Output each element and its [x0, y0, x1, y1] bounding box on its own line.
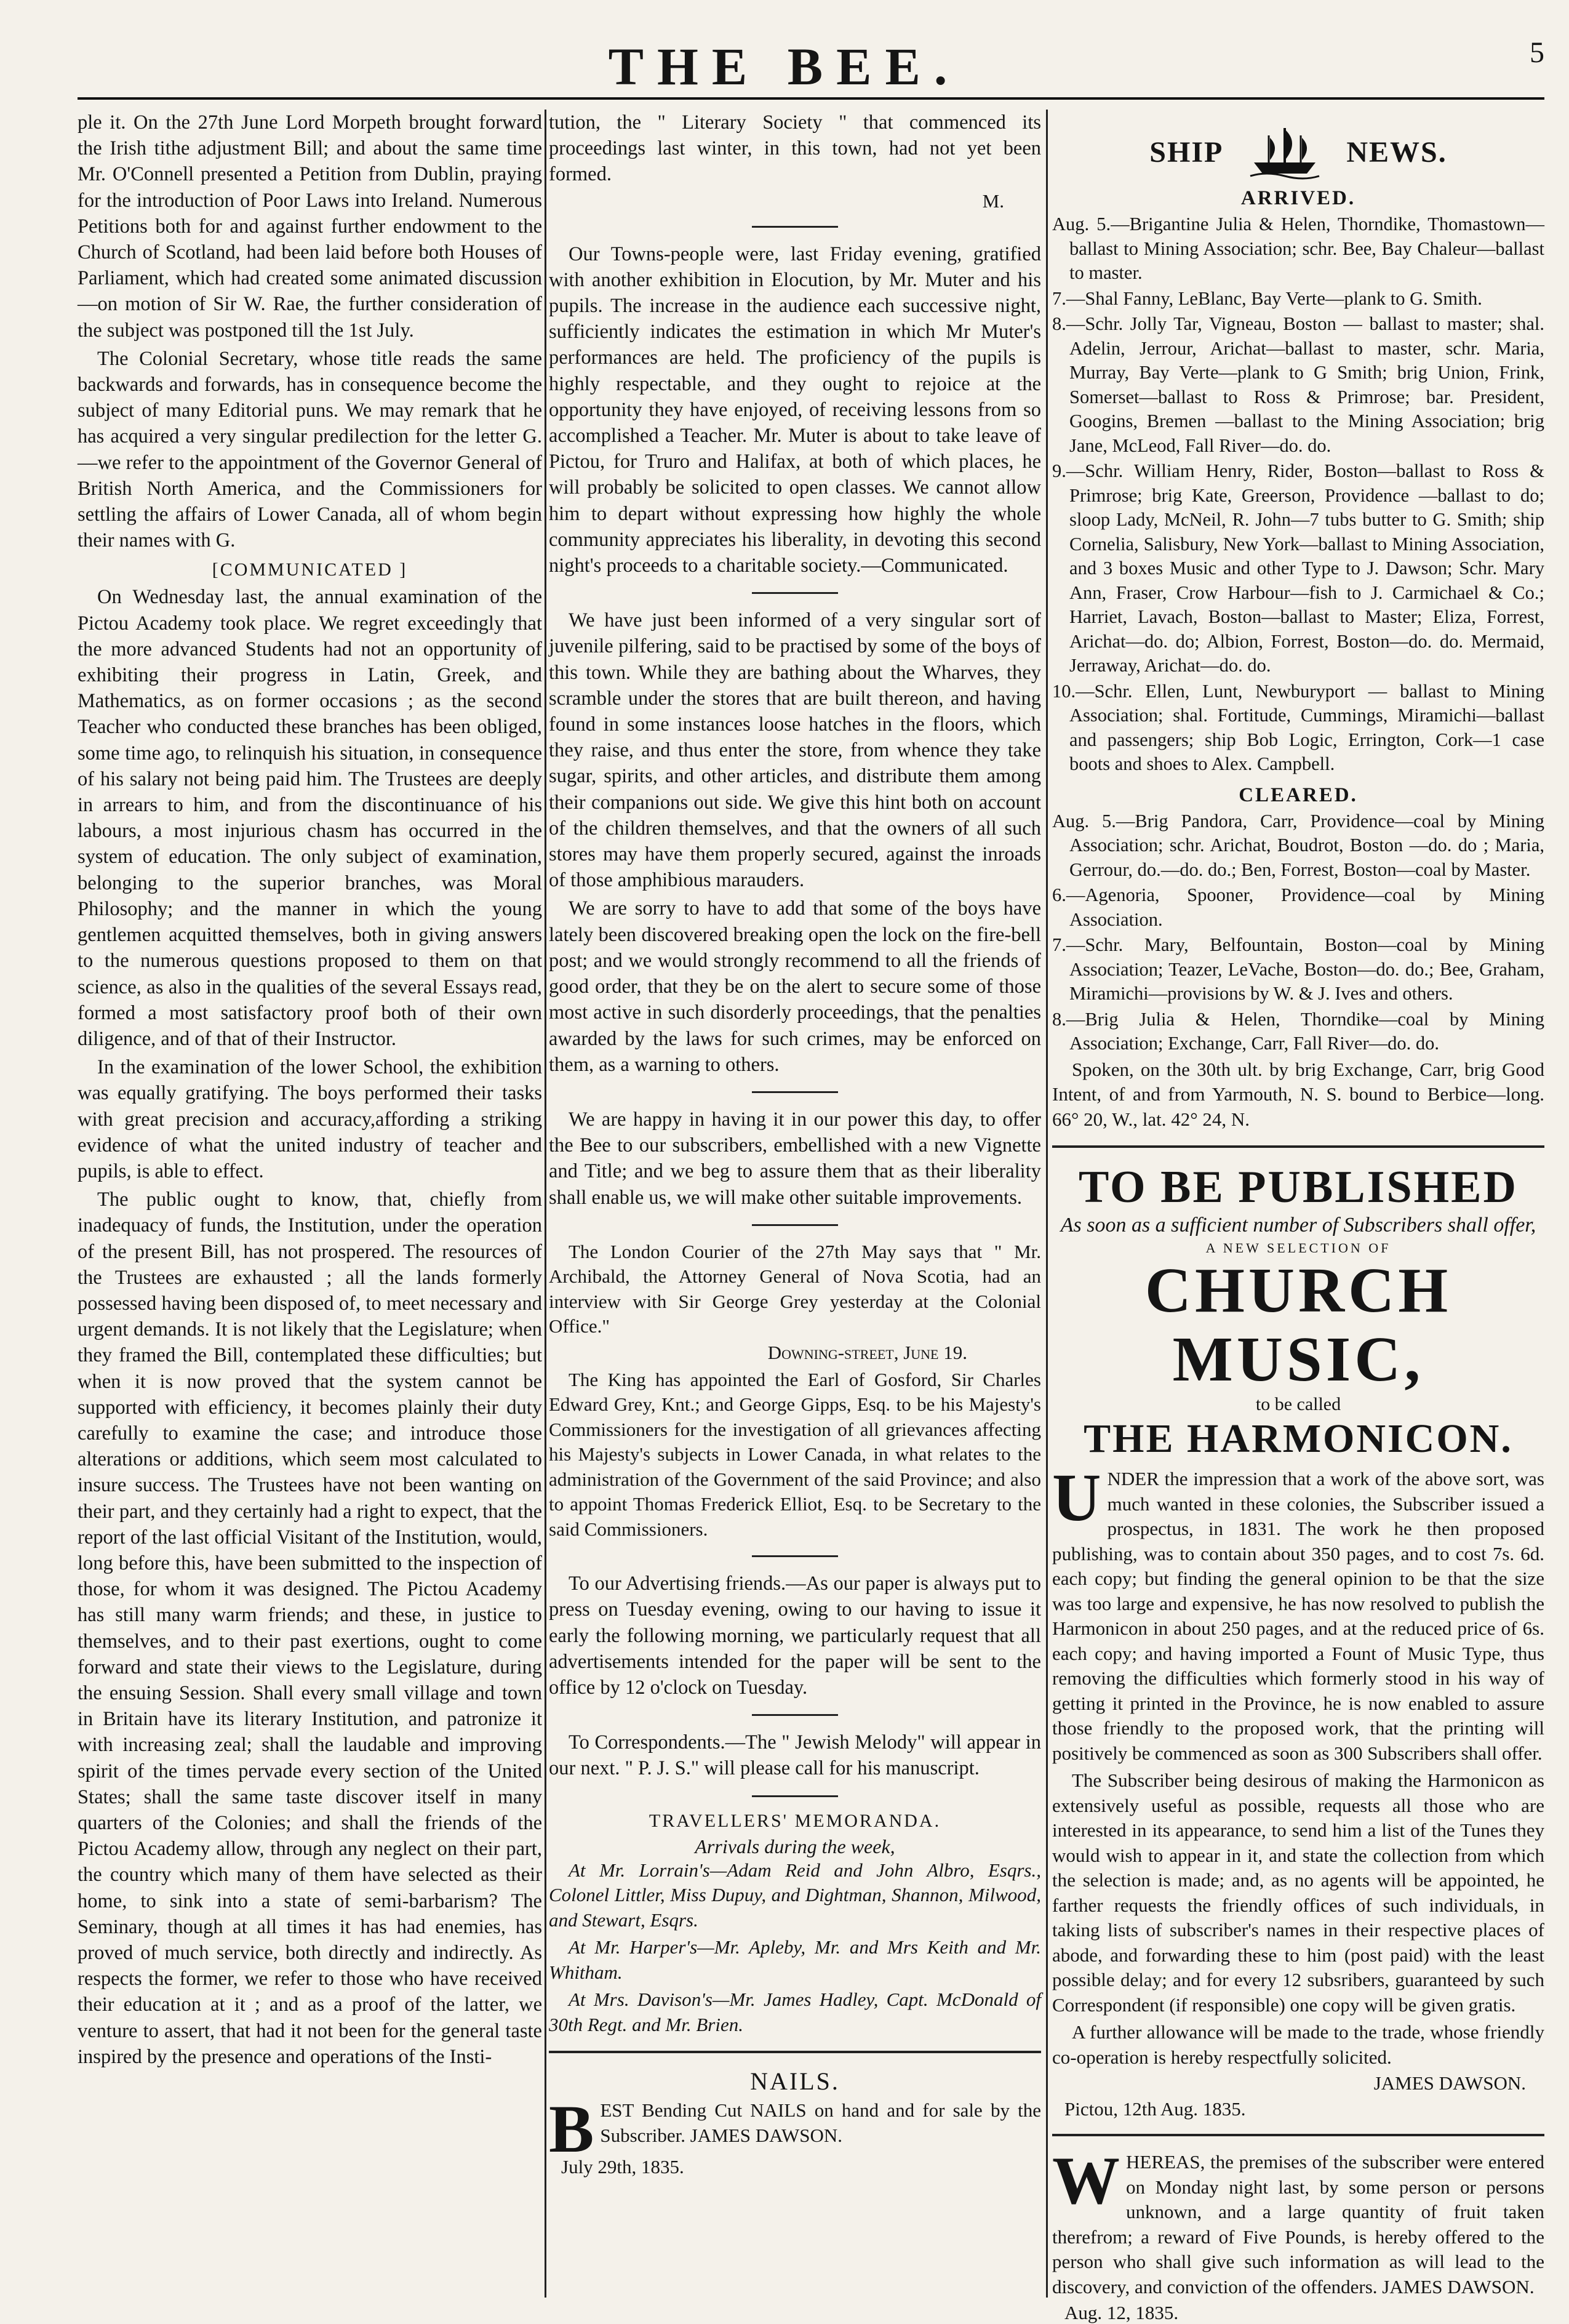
ad-title-published: TO BE PUBLISHED [1079, 1162, 1518, 1212]
article-london-courier: The London Courier of the 27th May says that " Mr. Archibald, the Attorney General of Nova Scotia, had an interview with Sir George Grey yesterday at the Colonial Office." [549, 1240, 1041, 1337]
cleared-entry: Aug. 5.—Brig Pandora, Carr, Providence—coal by Mining Association; schr. Arichat, Boudrot, Boston —do. do ; Maria, Gerrour, do.—do. do.; Ben, Forrest, Boston—coal by Master. [1052, 810, 1544, 880]
separator [752, 1091, 838, 1093]
page-number: 5 [1530, 36, 1544, 69]
cleared-entry: 7.—Schr. Mary, Belfountain, Boston—coal by Mining Association; Teazer, LeVache, Boston—do. do.; Bee, Graham, Miramichi—provisions by W. & J. Ives and others. [1052, 934, 1544, 1004]
cleared-entry: 6.—Agenoria, Spooner, Providence—coal by Mining Association. [1052, 884, 1544, 930]
ship-news-header [1052, 124, 1544, 180]
ad-new-selection: A NEW SELECTION OF [1205, 1240, 1391, 1256]
whereas-date: Aug. 12, 1835. [1064, 2302, 1179, 2323]
article-juvenile-pilfering: We have just been informed of a very singular sort of juvenile pilfering, said to be practised by some of the boys of this town. While they are bathing about the Wharves, they scramble under the stores that are built thereon, and having found in some instances loose hatches in the floors, which they raise, and thus enter the store, from whence they take sugar, spirits, and other articles, and distribute them among their companions out side. We give this hint both on account of the children themselves, and that the owners of all such stores may have them properly secured, against the inroads of those amphibious marauders. [549, 609, 1041, 892]
separator [752, 1224, 838, 1226]
arrived-entry: Aug. 5.—Brigantine Julia & Helen, Thorndike, Thomastown—ballast to Mining Association; schr. Bee, Bay Chaleur—ballast to master. [1052, 214, 1544, 283]
arrived-entry: 7.—Shal Fanny, LeBlanc, Bay Verte—plank to G. Smith. [1052, 287, 1482, 309]
masthead [0, 0, 1569, 96]
arrived-heading: ARRIVED. [1240, 187, 1356, 209]
article-commissioners: The King has appointed the Earl of Gosford, Sir Charles Edward Grey, Knt.; and George Gipps, Esq. to be his Majesty's Commissioners for the investigation of all grievances affecting his Majesty's subjects in Lower Canada, in what relates to the administration of the Government of the said Province; and also to appoint Thomas Frederick Elliot, Esq. to be Secretary to the said Commissioners. [549, 1368, 1041, 1540]
separator [752, 226, 838, 228]
separator-wide [549, 2051, 1041, 2053]
news-label: NEWS. [1346, 135, 1447, 169]
ad-date: Pictou, 12th Aug. 1835. [1064, 2098, 1246, 2120]
separator-wide [1052, 2134, 1544, 2136]
column-2 [549, 110, 1041, 2301]
column-divider-2 [1046, 110, 1048, 2298]
arrivals-lorrain: At Mr. Lorrain's—Adam Reid and John Albro, Esqrs., Colonel Littler, Miss Dupuy, and Dightman, Shannon, Milwood, and Stewart, Esqrs. [549, 1859, 1041, 1931]
separator [752, 592, 838, 594]
column-divider-1 [545, 110, 546, 2298]
article-academy-funds: The public ought to know, that, chiefly from inadequacy of funds, the Institution, under the operation of the present Bill, has not prospered. The resources of the Trustees are exhausted ; all the lands formerly possessed having been disposed of, to meet necessary and urgent demands. It is not likely that the Legislature; when they framed the Bill, contemplated these difficulties; but when it is now proved that the system cannot be supported with efficiency, it becomes plainly their duty carefully to examine the case; and introduce those alterations or additions, which seem most calculated to insure success. The Trustees have not been wanting on their part, and they certainly had a right to expect, that the report of the last official Visitant of the Institution, would, long before this, have been submitted to the inspection of those, for whom it was designed. The Pictou Academy has still many warm friends; and these, in justice to themselves, and to their past exertions, ought to come forward and state their views to the Legislature, during the ensuing Session. Shall every small village and town in Britain have its literary Institution, and patronize it with increasing zeal; shall the laudable and improving spirit of the times pervade every section of the United States; shall the same taste discover itself in many quarters of the Colonies; and shall the friends of the Pictou Academy allow, through any neglect on their part, the country which many of them have selected as their home, to sink into a state of semi-barbarism? The Seminary, though at all times it has had enemies, has proved of much service, both directly and indirectly. As respects the former, we refer to those who have received their education at it ; and as a proof of the latter, we venture to assert, that had it not been for the general taste inspired by the presence and operations of the Insti- [78, 1188, 542, 2068]
ad-paragraph-3: A further allowance will be made to the trade, whose friendly co-operation is hereby respectfully solicited. [1052, 2021, 1544, 2068]
article-lower-school: In the examination of the lower School, the exhibition was equally gratifying. The boys performed their tasks with great precision and accuracy,affording a striking evidence of what the united industry of teacher and pupils, is able to effect. [78, 1056, 542, 1182]
ad-paragraph-2: The Subscriber being desirous of making the Harmonicon as extensively useful as possible, requests all those who are interested in its appearance, to send him a list of the Tunes they would wish to appear in it, and state the collection from which the selection is made; and, as no agents will be appointed, he farther requests the friendly offices of such individuals, in taking lists of subscriber's names in their respective places of abode, and forwarding these to him (post paid) with the least possible delay; and for every 12 subsribers, guaranteed by such Correspondent (if responsible) one copy will be given gratis. [1052, 1769, 1544, 2016]
ad-dropcap: U [1052, 1460, 1101, 1535]
arrived-entry: 9.—Schr. William Henry, Rider, Boston—ballast to Ross & Primrose; brig Kate, Greerson, Providence —ballast to do; sloop Lady, McNeil, R. John—7 tubs butter to G. Smith; ship Cornelia, Salisbury, New York—ballast to Mining Association, and 3 boxes Music and other Type to J. Dawson; Schr. Mary Ann, Fraser, Crow Harbour—fish to J. Carmichael & Co.; Harriet, Lavach, Boston—ballast to Master; Eliza, Forrest, Arichat—do. do; Albion, Forrest, Boston—do. do. Mermaid, Jerraway, Arichat—do. do. [1052, 460, 1544, 676]
notice-advertising: To our Advertising friends.—As our paper is always put to press on Tuesday evening, owing to our having to issue it early the following morning, we particularly request that all advertisements intended for the paper will be sent to the office by 12 o'clock on Tuesday. [549, 1573, 1041, 1699]
signature-m: M. [982, 190, 1004, 212]
article-colonial-secretary: The Colonial Secretary, whose title reads the same backwards and forwards, has in consequence become the subject of many Editorial puns. We may remark that he has acquired a very singular predilection for the letter G.—we refer to the appointment of the Governor General of British North America, and the Commissioners for settling the affairs of Lower Canada, all of whom begin their names with G. [78, 347, 542, 552]
separator [752, 1714, 838, 1716]
whereas-notice [1052, 2143, 1544, 2324]
nails-ad [549, 2091, 1041, 2178]
arrivals-harper: At Mr. Harper's—Mr. Apleby, Mr. and Mrs Keith and Mr. Whitham. [549, 1936, 1041, 1983]
dateline-downing-street: Downing-street, June 19. [767, 1341, 967, 1363]
nails-heading: NAILS. [750, 2067, 840, 2096]
ad-title-harmonicon: THE HARMONICON. [1084, 1416, 1513, 1461]
arrived-entry: 8.—Schr. Jolly Tar, Vigneau, Boston — ballast to master; shal. Adelin, Jerrour, Arichat—ballast to master, schr. Maria, Murray, Bay Verte—plank to G Smith; brig Union, Frink, Somerset—ballast to Ross & Primrose; bar. President, Googins, Bremen —ballast to the Mining Association; brig Jane, McLeod, Fall River—do. do. [1052, 313, 1544, 456]
harmonicon-ad [1052, 1161, 1544, 2120]
column-3 [1052, 110, 1544, 2323]
separator-wide [1052, 1145, 1544, 1148]
article-academy-exam: On Wednesday last, the annual examination of the Pictou Academy took place. We regret exceedingly that the more advanced Students had not an opportunity of exhibiting their progress in Latin, Greek, and Mathematics, as on former occasions ; as the second Teacher who conducted these branches has been obliged, some time ago, to relinquish his situation, in consequence of his salary not being paid him. The Trustees are deeply in arrears to him, and from the discontinuance of his labours, a most injurious chasm has occurred in the system of education. The only subject of examination, belonging to the superior branches, was Moral Philosophy; and the manner in which the young gentlemen acquitted themselves, both in giving answers to the numerous questions proposed to them on that science, as also in the qualities of the several Essays read, formed a most satisfactory proof both of their own diligence, and of that of their Instructor. [78, 586, 542, 1050]
nails-date: July 29th, 1835. [561, 2156, 684, 2178]
newspaper-title: THE BEE. [608, 37, 961, 96]
nails-dropcap: B [549, 2091, 594, 2167]
notice-correspondents: To Correspondents.—The " Jewish Melody" will appear in our next. " P. J. S." will please call for his manuscript. [549, 1731, 1041, 1780]
ad-to-be-called: to be called [1255, 1394, 1341, 1414]
article-fire-bell: We are sorry to have to add that some of the boys have lately been discovered breaking open the lock on the fire-bell post; and we would strongly recommend to all the friends of good order, that they be on the alert to secure some of those most active in such disorderly proceedings, that the penalties awarded by the laws for such crimes, may be enforced on them, as a warning to others. [549, 897, 1041, 1076]
column-1 [78, 110, 542, 2301]
whereas-text: HEREAS, the premises of the subscriber were entered on Monday night last, by some person or persons unknown, and a large quantity of fruit taken therefrom; a reward of Five Pounds, is hereby offered to the person who shall give such information as will lead to the discovery, and conviction of the offenders. JAMES DAWSON. [1052, 2151, 1544, 2298]
spoken-notice: Spoken, on the 30th ult. by brig Exchange, Carr, brig Good Intent, of and from Yarmouth, N. S. bound to Berbice—long. 66° 20, W., lat. 42° 24, N. [1052, 1058, 1544, 1130]
separator [752, 1795, 838, 1797]
arrivals-heading: Arrivals during the week, [695, 1835, 895, 1857]
communicated-heading: [COMMUNICATED ] [212, 559, 408, 580]
cleared-heading: CLEARED. [1239, 783, 1358, 806]
ad-signature: JAMES DAWSON. [1373, 2072, 1526, 2094]
article-elocution: Our Towns-people were, last Friday evening, gratified with another exhibition in Elocution, by Mr. Muter and his pupils. The increase in the audience each successive night, sufficiently indicates the estimation in which Mr Muter's performances are held. The proficiency of the pupils is highly respectable, and they ought to rejoice at the opportunity they have enjoyed, of receiving lessons from so accomplished a Teacher. Mr. Muter is about to take leave of Pictou, for Truro and Halifax, at both of which places, he will probably be solicited to open classes. We cannot allow him to depart without expressing how highly the whole community appreciates his liberality, in devoting this second night's proceeds to a charitable society.—Communicated. [549, 242, 1041, 577]
ad-subscribers-line: As soon as a sufficient number of Subscribers shall offer, [1060, 1214, 1536, 1236]
article-vignette: We are happy in having it in our power this day, to offer the Bee to our subscribers, embellished with a new Vignette and Title; and we beg to assure them that as their liberality shall enable us, we will make other suitable improvements. [549, 1108, 1041, 1209]
masthead-rule [78, 97, 1544, 100]
nails-text: EST Bending Cut NAILS on hand and for sale by the Subscriber. JAMES DAWSON. [600, 2099, 1041, 2146]
ship-label: SHIP [1149, 135, 1224, 169]
article-literary-society: tution, the " Literary Society " that commenced its proceedings last winter, in this town, had not yet been formed. [549, 111, 1041, 186]
cleared-entry: 8.—Brig Julia & Helen, Thorndike—coal by Mining Association; Exchange, Carr, Fall River—do. do. [1052, 1008, 1544, 1054]
arrived-entry: 10.—Schr. Ellen, Lunt, Newburyport — ballast to Mining Association; shal. Fortitude, Cummings, Miramichi—ballast and passengers; ship Bob Logic, Errington, Cork—1 case boots and shoes to Alex. Campbell. [1052, 680, 1544, 774]
ad-paragraph-1: NDER the impression that a work of the above sort, was much wanted in these colonies, the Subscriber issued a prospectus, in 1831. The work he then proposed publishing, was to contain about 350 pages, and to cost 7s. 6d. each copy; but finding the general opinion to be that the size was too large and expensive, he has now resolved to publish the Harmonicon in about 250 pages, and at the reduced price of 6s. each copy; and having imported a Fount of Music Type, thus removing the difficulties which formerly stood in his way of getting it printed in the Province, he is now enabled to assure those friendly to the proposed work, that the printing will positively be commenced as soon as 300 Subscribers shall offer. [1052, 1468, 1544, 1764]
whereas-dropcap: W [1052, 2143, 1120, 2218]
travellers-heading: TRAVELLERS' MEMORANDA. [649, 1810, 941, 1831]
separator [752, 1555, 838, 1557]
ship-icon [1248, 124, 1322, 180]
ad-title-church-music: CHURCH MUSIC, [1144, 1255, 1452, 1395]
arrivals-davison: At Mrs. Davison's—Mr. James Hadley, Capt. McDonald of 30th Regt. and Mr. Brien. [549, 1989, 1041, 2035]
article-parliament: ple it. On the 27th June Lord Morpeth brought forward the Irish tithe adjustment Bill; and about the same time Mr. O'Connell presented a Petition from Dublin, praying for the introduction of Poor Laws into Ireland. Numerous Petitions both for and against further endowment to the Church of Scotland, had been laid before both Houses of Parliament, which had created some animated discussion—on motion of Sir W. Rae, the further consideration of the subject was postponed till the 1st July. [78, 111, 542, 342]
